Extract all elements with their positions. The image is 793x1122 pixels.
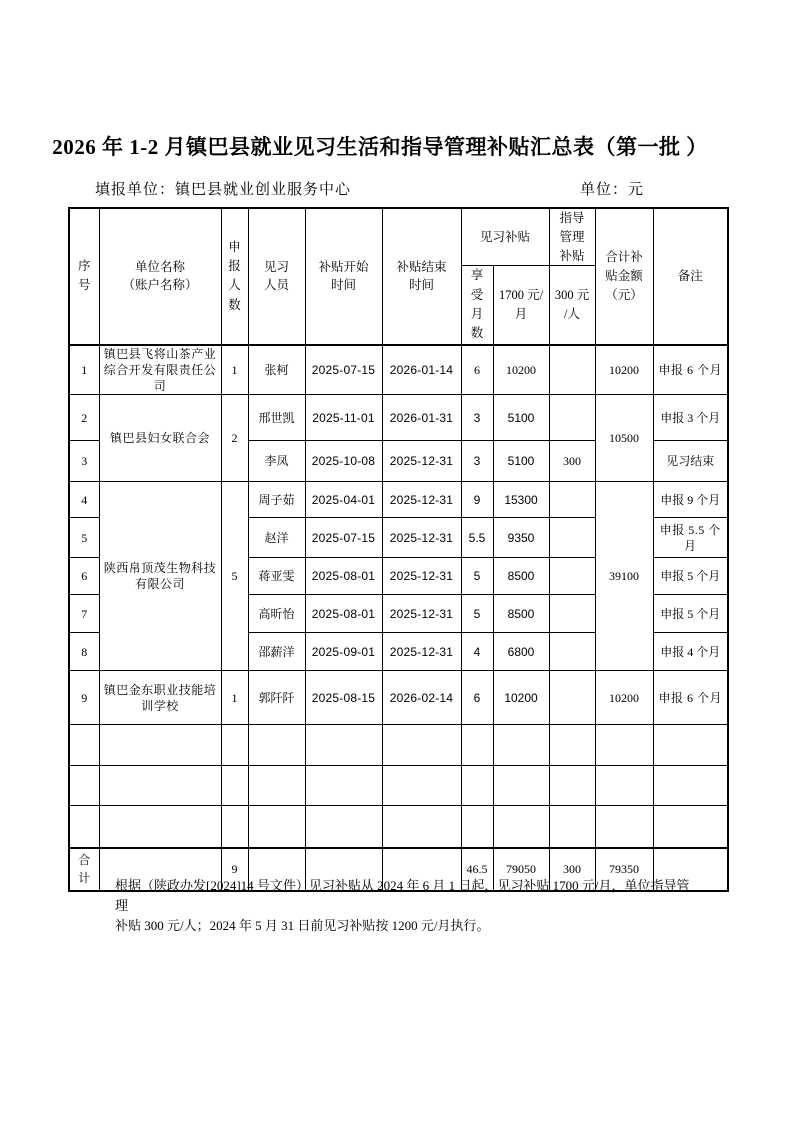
currency-unit-label: 单位：元 — [580, 182, 645, 198]
seq-cell: 8 — [69, 633, 99, 671]
header-applicant-count-label: 申报人数 — [228, 239, 241, 312]
subsidy-cell: 9350 — [493, 518, 549, 558]
start-date-cell: 2025-10-08 — [305, 441, 382, 482]
header-guidance-subsidy — [549, 208, 595, 266]
header-guidance-rate-line1: 300 元 — [554, 288, 590, 303]
seq-cell: 1 — [69, 345, 99, 395]
empty-cell — [382, 725, 461, 766]
table-row — [69, 671, 728, 725]
intern-name-cell: 邵薪洋 — [248, 633, 305, 671]
empty-cell — [653, 725, 728, 766]
empty-cell — [305, 806, 382, 848]
end-date-cell: 2025-12-31 — [382, 595, 461, 633]
total-amount-cell: 79350 — [595, 848, 653, 891]
guidance-cell: 300 — [549, 441, 595, 482]
total-cell: 10200 — [595, 345, 653, 395]
header-intern-line1: 见习 — [263, 259, 289, 274]
empty-row — [69, 725, 728, 766]
guidance-cell — [549, 518, 595, 558]
empty-cell — [248, 806, 305, 848]
empty-cell — [221, 806, 248, 848]
header-start-date — [305, 208, 382, 345]
header-remark-label: 备注 — [677, 268, 703, 283]
header-months — [461, 266, 493, 345]
months-cell: 9 — [461, 482, 493, 518]
end-date-cell: 2025-12-31 — [382, 441, 461, 482]
subsidy-summary-table — [68, 207, 729, 892]
empty-cell — [549, 766, 595, 806]
empty-cell — [305, 725, 382, 766]
intern-name-cell: 郭阡阡 — [248, 671, 305, 725]
remark-cell: 申报 6 个月 — [653, 345, 728, 395]
header-total-line3: （元） — [605, 287, 643, 302]
empty-cell — [549, 806, 595, 848]
start-date-cell: 2025-08-15 — [305, 671, 382, 725]
header-row-top — [69, 208, 728, 266]
empty-cell — [382, 766, 461, 806]
total-subsidy-cell: 79050 — [493, 848, 549, 891]
table-row — [69, 395, 728, 441]
start-date-cell: 2025-08-01 — [305, 595, 382, 633]
start-date-cell: 2025-07-15 — [305, 518, 382, 558]
header-start-date-line1: 补贴开始 — [318, 259, 369, 274]
empty-cell — [69, 806, 99, 848]
header-intern-line2: 人员 — [263, 278, 289, 293]
header-guidance-line1: 指导 — [559, 211, 585, 225]
empty-cell — [549, 725, 595, 766]
start-date-cell: 2025-09-01 — [305, 633, 382, 671]
total-months-cell: 46.5 — [461, 848, 493, 891]
guidance-cell — [549, 633, 595, 671]
footnote-line2: 补贴 300 元/人；2024 年 5 月 31 日前见习补贴按 1200 元/月执行。 — [115, 918, 490, 933]
applicant-count-cell: 1 — [221, 345, 248, 395]
end-date-cell: 2025-12-31 — [382, 633, 461, 671]
unit-name-cell: 陕西帛顶茂生物科技有限公司 — [99, 482, 221, 671]
remark-cell: 申报 5.5 个月 — [653, 518, 728, 558]
empty-cell — [382, 806, 461, 848]
applicant-count-cell: 2 — [221, 395, 248, 482]
empty-cell — [493, 806, 549, 848]
start-date-cell: 2025-07-15 — [305, 345, 382, 395]
empty-row — [69, 806, 728, 848]
unit-name-cell: 镇巴金东职业技能培训学校 — [99, 671, 221, 725]
subsidy-cell: 6800 — [493, 633, 549, 671]
seq-cell: 3 — [69, 441, 99, 482]
empty-row — [69, 766, 728, 806]
empty-cell — [69, 766, 99, 806]
total-cell: 10200 — [595, 671, 653, 725]
end-date-cell: 2026-01-14 — [382, 345, 461, 395]
subsidy-cell: 10200 — [493, 345, 549, 395]
subsidy-cell: 15300 — [493, 482, 549, 518]
reporting-unit-label: 填报单位：镇巴县就业创业服务中心 — [95, 182, 352, 198]
total-label-cell — [69, 848, 99, 891]
months-cell: 6 — [461, 345, 493, 395]
empty-cell — [69, 725, 99, 766]
empty-cell — [653, 806, 728, 848]
empty-cell — [99, 766, 221, 806]
header-end-date-line1: 补贴结束 — [396, 259, 447, 274]
unit-name-cell: 镇巴县飞将山茶产业综合开发有限责任公司 — [99, 345, 221, 395]
months-cell: 5.5 — [461, 518, 493, 558]
header-total-line2: 贴金额 — [605, 269, 643, 283]
header-internship-subsidy-label: 见习补贴 — [480, 229, 531, 244]
empty-cell — [653, 766, 728, 806]
header-total-line1: 合计补 — [605, 250, 643, 265]
header-seq — [69, 208, 99, 345]
months-cell: 4 — [461, 633, 493, 671]
end-date-cell: 2025-12-31 — [382, 558, 461, 595]
subsidy-cell: 5100 — [493, 441, 549, 482]
header-total-amount — [595, 208, 653, 345]
remark-cell: 申报 3 个月 — [653, 395, 728, 441]
seq-cell: 5 — [69, 518, 99, 558]
unit-name-cell: 镇巴县妇女联合会 — [99, 395, 221, 482]
seq-cell: 9 — [69, 671, 99, 725]
empty-cell — [305, 766, 382, 806]
empty-cell — [493, 725, 549, 766]
empty-cell — [595, 725, 653, 766]
subsidy-cell: 10200 — [493, 671, 549, 725]
empty-cell — [493, 766, 549, 806]
empty-cell — [461, 766, 493, 806]
months-cell: 3 — [461, 395, 493, 441]
header-end-date-line2: 时间 — [408, 278, 434, 293]
start-date-cell: 2025-08-01 — [305, 558, 382, 595]
total-label: 合计 — [78, 852, 91, 886]
header-intern — [248, 208, 305, 345]
header-seq-label: 序号 — [77, 259, 91, 293]
total-cell: 10500 — [595, 395, 653, 482]
header-end-date — [382, 208, 461, 345]
empty-cell — [248, 725, 305, 766]
intern-name-cell: 蒋亚雯 — [248, 558, 305, 595]
header-guidance-line2: 管理 — [559, 229, 585, 244]
remark-cell: 见习结束 — [653, 441, 728, 482]
intern-name-cell: 邢世凯 — [248, 395, 305, 441]
guidance-cell — [549, 482, 595, 518]
total-cell: 39100 — [595, 482, 653, 671]
header-start-date-line2: 时间 — [330, 278, 356, 293]
months-cell: 3 — [461, 441, 493, 482]
end-date-cell: 2025-12-31 — [382, 518, 461, 558]
empty-cell — [248, 766, 305, 806]
guidance-cell — [549, 395, 595, 441]
header-monthly-rate-line2: 月 — [514, 307, 528, 321]
header-internship-subsidy — [461, 208, 549, 266]
end-date-cell: 2026-02-14 — [382, 671, 461, 725]
empty-cell — [595, 806, 653, 848]
empty-cell — [461, 806, 493, 848]
header-guidance-rate-line2: /人 — [564, 307, 580, 321]
remark-cell: 申报 6 个月 — [653, 671, 728, 725]
guidance-cell — [549, 345, 595, 395]
empty-cell — [221, 725, 248, 766]
months-cell: 5 — [461, 595, 493, 633]
months-cell: 6 — [461, 671, 493, 725]
end-date-cell: 2026-01-31 — [382, 395, 461, 441]
applicant-count-cell: 1 — [221, 671, 248, 725]
remark-cell: 申报 9 个月 — [653, 482, 728, 518]
table-row — [69, 482, 728, 518]
empty-cell — [99, 725, 221, 766]
intern-name-cell: 赵洋 — [248, 518, 305, 558]
seq-cell: 4 — [69, 482, 99, 518]
table-row — [69, 345, 728, 395]
header-monthly-rate — [493, 266, 549, 345]
subsidy-cell: 8500 — [493, 595, 549, 633]
footnote — [115, 876, 695, 936]
end-date-cell: 2025-12-31 — [382, 482, 461, 518]
empty-cell — [221, 766, 248, 806]
applicant-count-cell: 5 — [221, 482, 248, 671]
header-unit-name-line2: （账户名称） — [122, 278, 198, 293]
remark-cell: 申报 5 个月 — [653, 595, 728, 633]
header-applicant-count — [221, 208, 248, 345]
months-cell: 5 — [461, 558, 493, 595]
subsidy-cell: 5100 — [493, 395, 549, 441]
start-date-cell: 2025-11-01 — [305, 395, 382, 441]
header-guidance-rate — [549, 266, 595, 345]
guidance-cell — [549, 671, 595, 725]
guidance-cell — [549, 558, 595, 595]
header-months-label: 享受月数 — [470, 268, 484, 341]
header-guidance-line3: 补贴 — [559, 248, 585, 263]
total-applicant-count-cell: 9 — [221, 848, 248, 891]
empty-cell — [595, 766, 653, 806]
subsidy-cell: 8500 — [493, 558, 549, 595]
page-title: 2026 年 1-2 月镇巴县就业见习生活和指导管理补贴汇总表（第一批 ） — [52, 135, 708, 159]
footnote-line1: 根据（陕政办发[2024]14 号文件）见习补贴从 2024 年 6 月 1 日起，见习补贴 1700 元/月，单位指导管理 — [115, 878, 690, 913]
remark-cell: 申报 4 个月 — [653, 633, 728, 671]
guidance-cell — [549, 595, 595, 633]
seq-cell: 2 — [69, 395, 99, 441]
intern-name-cell: 李凤 — [248, 441, 305, 482]
header-monthly-rate-line1: 1700 元/ — [498, 288, 544, 303]
start-date-cell: 2025-04-01 — [305, 482, 382, 518]
empty-cell — [99, 806, 221, 848]
total-guidance-cell: 300 — [549, 848, 595, 891]
header-unit-name-line1: 单位名称 — [134, 259, 185, 274]
header-remark — [653, 208, 728, 345]
empty-cell — [461, 725, 493, 766]
seq-cell: 6 — [69, 558, 99, 595]
intern-name-cell: 周子茹 — [248, 482, 305, 518]
header-unit-name — [99, 208, 221, 345]
seq-cell: 7 — [69, 595, 99, 633]
remark-cell: 申报 5 个月 — [653, 558, 728, 595]
intern-name-cell: 张柯 — [248, 345, 305, 395]
intern-name-cell: 高昕怡 — [248, 595, 305, 633]
